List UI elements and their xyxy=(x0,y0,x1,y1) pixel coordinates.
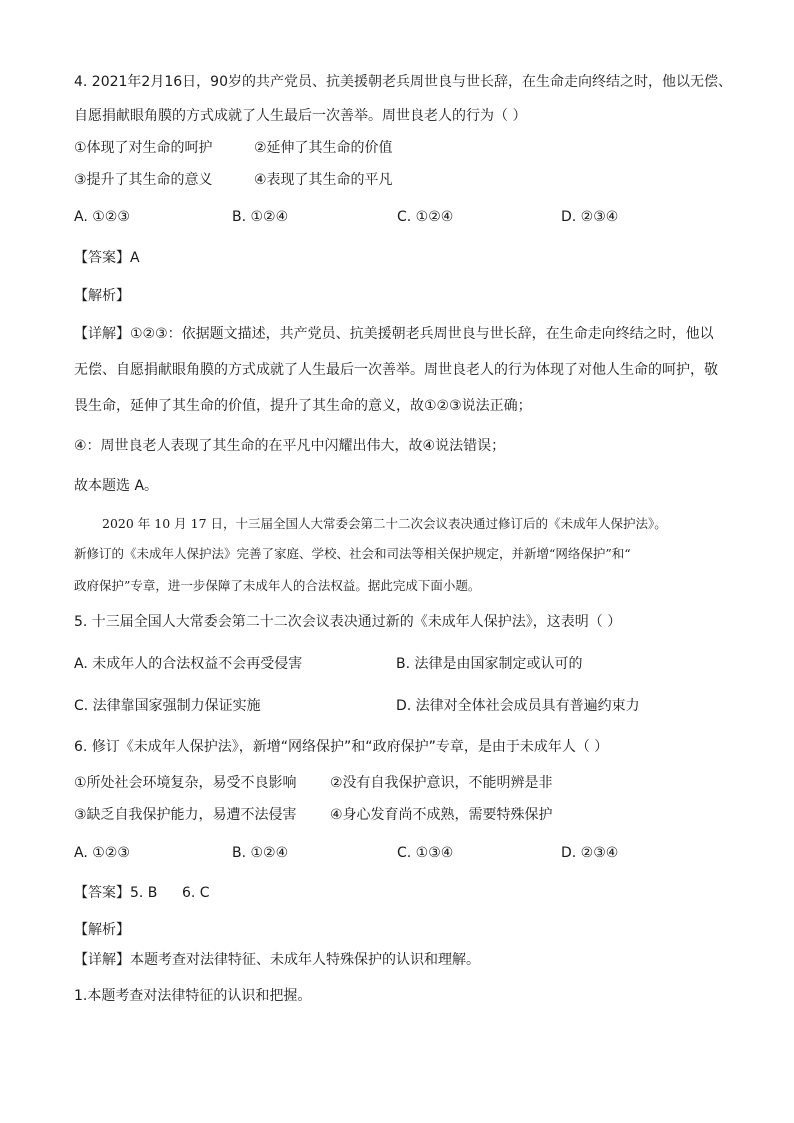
q5-stem: 5. 十三届全国人大常委会第二十二次会议表决通过新的《未成年人保护法》，这表明（ ） xyxy=(74,614,622,630)
q4-option-3: ③提升了其生命的意义 xyxy=(74,172,213,188)
answers56-detail: 【详解】本题考查对法律特征、未成年人特殊保护的认识和理解。 xyxy=(74,952,480,968)
q4-detail-line4: ④：周世良老人表现了其生命的在平凡中闪耀出伟大，故④说法错误； xyxy=(74,438,506,454)
q6-stem: 6. 修订《未成年人保护法》，新增“网络保护”和“政府保护”专章，是由于未成年人（ ） xyxy=(74,739,609,755)
q4-option-2: ②延伸了其生命的价值 xyxy=(254,140,393,156)
q4-detail-line1: 【详解】①②③：依据题文描述，共产党员、抗美援朝老兵周世良与世长辞，在生命走向终结之时，他以 xyxy=(74,326,714,342)
q4-detail-line3: 畏生命，延伸了其生命的价值，提升了其生命的意义，故①②③说法正确； xyxy=(74,398,532,414)
q4-choice-d: D. ②③④ xyxy=(561,209,619,225)
q4-choice-b: B. ①②④ xyxy=(232,209,289,225)
answers56-label: 【答案】5. B xyxy=(74,885,158,901)
q4-conclusion: 故本题选 A。 xyxy=(74,478,159,494)
q4-answer: 【答案】A xyxy=(74,250,140,266)
q4-choice-c: C. ①②④ xyxy=(397,209,454,225)
q4-choice-a: A. ①②③ xyxy=(74,209,130,225)
q6-choice-b: B. ①②④ xyxy=(232,845,289,861)
q6-choice-c: C. ①③④ xyxy=(397,845,454,861)
q4-option-4: ④表现了其生命的平凡 xyxy=(254,172,393,188)
q4-detail-line2: 无偿、自愿捐献眼角膜的方式成就了人生最后一次善举。周世良老人的行为体现了对他人生命的呵护，敬 xyxy=(74,362,718,378)
q6-option-1: ①所处社会环境复杂，易受不良影响 xyxy=(74,775,297,791)
material-line1: 2020 年 10 月 17 日，十三届全国人大常委会第二十二次会议表决通过修订后的《未成年人保护法》。 xyxy=(102,516,667,531)
q4-stem-line1: 4. 2021年2月16日，90岁的共产党员、抗美援朝老兵周世良与世长辞，在生命走向终结之时，他以无偿、 xyxy=(74,74,732,90)
q6-option-3: ③缺乏自我保护能力，易遭不法侵害 xyxy=(74,807,297,823)
answers56-q6: 6. C xyxy=(182,885,210,901)
q4-analysis-label: 【解析】 xyxy=(74,288,130,304)
q4-stem-line2: 自愿捐献眼角膜的方式成就了人生最后一次善举。周世良老人的行为（ ） xyxy=(74,108,527,124)
q5-choice-a: A. 未成年人的合法权益不会再受侵害 xyxy=(74,656,303,672)
q6-option-4: ④身心发育尚不成熟，需要特殊保护 xyxy=(330,807,553,823)
answers56-point1: 1.本题考查对法律特征的认识和把握。 xyxy=(74,988,312,1004)
q5-choice-b: B. 法律是由国家制定或认可的 xyxy=(396,656,583,672)
q6-choice-a: A. ①②③ xyxy=(74,845,130,861)
q5-choice-d: D. 法律对全体社会成员具有普遍约束力 xyxy=(396,698,640,714)
material-line2: 新修订的《未成年人保护法》完善了家庭、学校、社会和司法等相关保护规定，并新增“网络保护”和“ xyxy=(74,546,631,561)
answers56-analysis-label: 【解析】 xyxy=(74,922,130,938)
q6-option-2: ②没有自我保护意识，不能明辨是非 xyxy=(330,775,553,791)
q6-choice-d: D. ②③④ xyxy=(561,845,619,861)
q4-option-1: ①体现了对生命的呵护 xyxy=(74,140,213,156)
material-line3: 政府保护”专章，进一步保障了未成年人的合法权益。据此完成下面小题。 xyxy=(74,578,481,593)
q5-choice-c: C. 法律靠国家强制力保证实施 xyxy=(74,698,261,714)
